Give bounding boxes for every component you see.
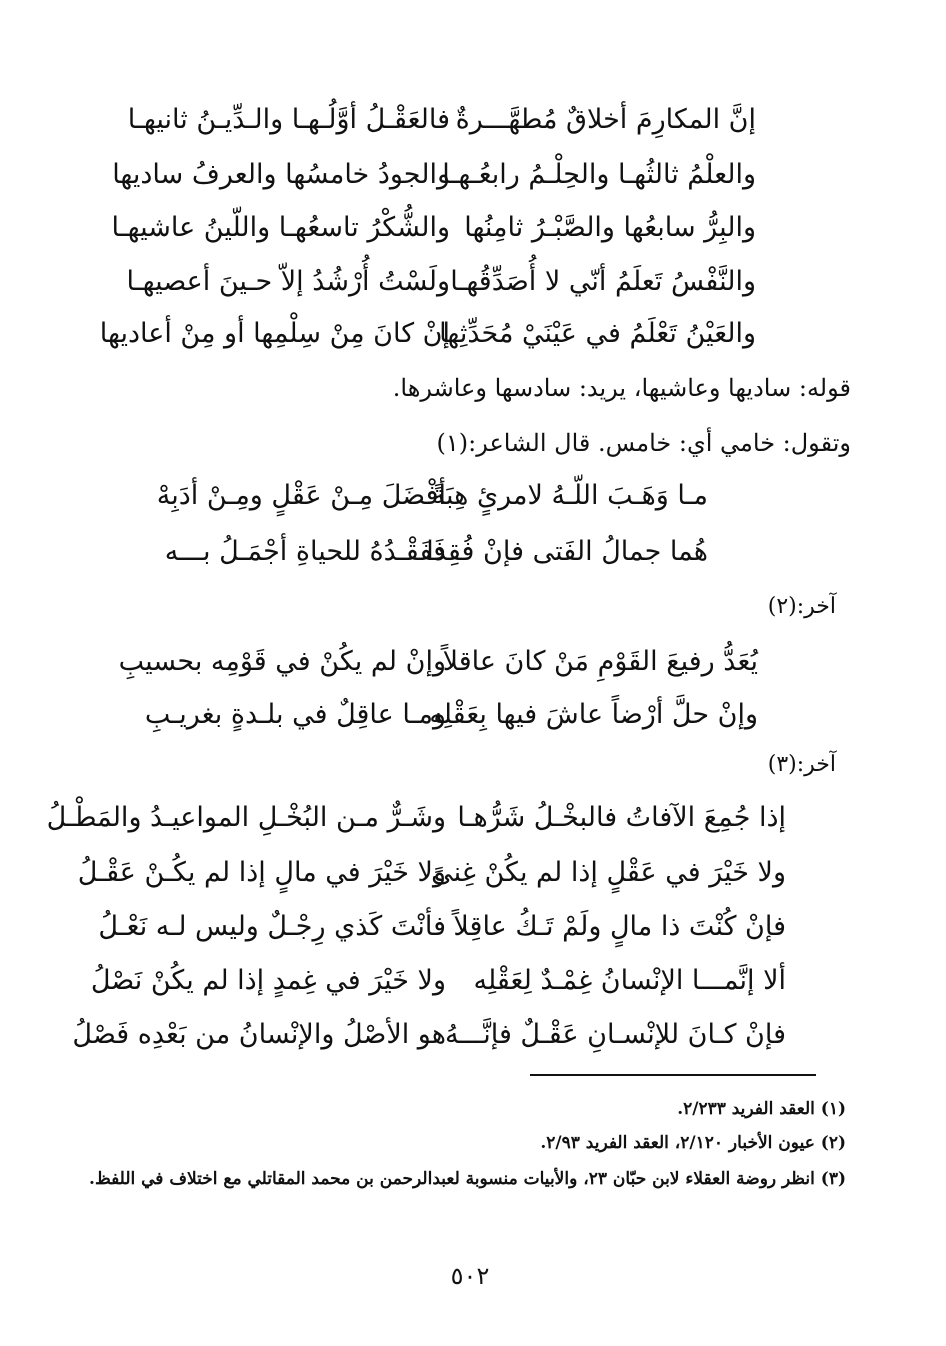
verse-left: والجودُ خامسُها والعرفُ ساديها [112,159,450,190]
verse-left: وإنْ لم يكُنْ في قَوْمِه بحسيبِ [118,646,446,677]
verse-right: والعَيْنُ تَعْلَمُ في عَيْنَيْ مُحَدِّثِها [439,318,756,349]
verse-right: يُعَدُّ رفيعَ القَوْمِ مَنْ كانَ عاقلاً [442,646,758,677]
attribution-label: آخر:(٣) [767,752,836,777]
verse-left: ومـا عاقِلٌ في بلـدةٍ بغريـبِ [144,699,446,730]
verse-left: والشُّكْرُ تاسعُهـا واللّينُ عاشيهـا [111,212,450,243]
verse-left: فَفَقْـدُهُ للحياةِ أجْمَـلُ بـــه [164,536,446,567]
verse-right: إنَّ المكارِمَ أخلاقٌ مُطهَّـــرةٌ [455,104,756,135]
prose-paragraph: وتقول: خامي أي: خامس. قال الشاعر:(١) [436,429,851,457]
verse-left: فالعَقْـلُ أوَّلُـهـا والـدِّيـنُ ثانيهـا [127,104,450,135]
verse-left: هو الأصْلُ والإنْسانُ من بَعْدِه فَصْلُ [72,1019,446,1050]
verse-right: هُما جمالُ الفَتى فإنْ فُقِدا [426,536,708,567]
verse-right: والبِرُّ سابعُها والصَّبْـرُ ثامِنُها [464,212,756,243]
footnote: (١) العقد الفريد ٢/٢٣٣. [677,1099,846,1119]
verse-left: فأنْتَ كَذي رِجْـلٌ وليس لـه نَعْـلُ [98,911,446,942]
verse-right: والنَّفْسُ تَعلَمُ أنّي لا أُصَدِّقُهـا [450,266,756,297]
verse-right: إذا جُمِعَ الآفاتُ فالبخْـلُ شَرُّهـا [457,802,786,833]
page-number: ٥٠٢ [450,1262,490,1290]
verse-right: فإنْ كـانَ للإنْسـانِ عَقْـلٌ فإنَّـــهُ [445,1019,786,1050]
footnote: (٢) عيون الأخبار ٢/١٢٠، العقد الفريد ٢/٩٣. [540,1133,846,1153]
footnote: (٣) انظر روضة العقلاء لابن حبّان ٢٣، والأبيات منسوبة لعبدالرحمن بن محمد المقاتلي مع اختلاف في اللفظ. [89,1169,846,1189]
verse-left: ولا خَيْرَ في مالٍ إذا لم يكُـنْ عَقْـلُ [77,857,446,888]
verse-right: ولا خَيْرَ في عَقْلٍ إذا لم يكُنْ غِنىً [431,857,786,888]
verse-right: والعلْمُ ثالثُهـا والحِلْـمُ رابعُـهـا [442,159,756,190]
attribution-label: آخر:(٢) [767,594,836,619]
verse-right: فإنْ كُنْتَ ذا مالٍ ولَمْ تَـكُ عاقِلاً [453,911,786,942]
verse-left: وشَـرٌّ مـن البُخْـلِ المواعيـدُ والمَطْـلُ [46,802,446,833]
verse-left: إنْ كانَ مِنْ سِلْمِها أو مِنْ أعاديها [99,318,450,349]
verse-right: وإنْ حلَّ أرْضاً عاشَ فيها بِعَقْلِه [429,699,758,730]
verse-left: أفْضَلَ مِـنْ عَقْلٍ ومِـنْ أدَبِهْ [156,480,446,511]
verse-right: مـا وَهَـبَ اللّـهُ لامرئٍ هِبَةً [431,480,708,511]
prose-paragraph: قوله: ساديها وعاشيها، يريد: سادسها وعاشرها. [392,374,851,402]
verse-left: ولا خَيْرَ في غِمدٍ إذا لم يكُنْ نَصْلُ [90,965,446,996]
verse-left: ولَسْتُ أُرْشُدُ إلاّ حـينَ أعصيهـا [126,266,450,297]
footnote-separator [530,1074,816,1076]
verse-right: ألا إنَّمـــا الإنْسانُ غِمْـدٌ لِعَقْلِه [473,965,786,996]
